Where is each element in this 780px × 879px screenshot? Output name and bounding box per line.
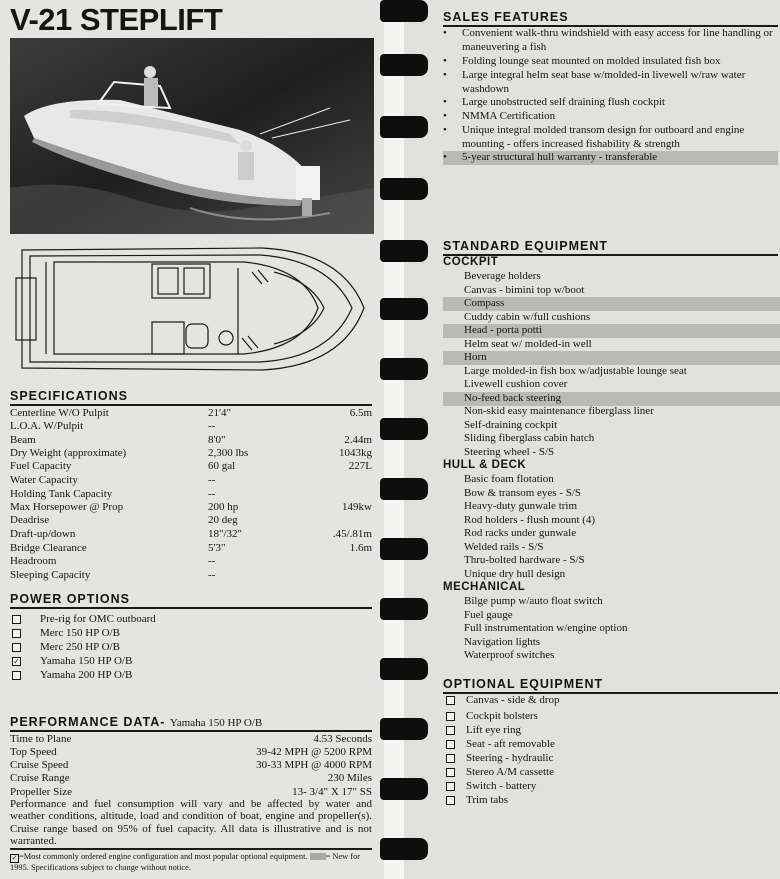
spec-label: Draft-up/down [10, 528, 76, 540]
checkbox[interactable] [446, 726, 455, 735]
spec-label: Deadrise [10, 514, 50, 526]
equipment-item: Rod racks under gunwale [464, 527, 577, 539]
cockpit-heading: COCKPIT [443, 256, 499, 268]
spec-label: Dry Weight (approximate) [10, 447, 127, 459]
equipment-item: Bilge pump w/auto float switch [464, 595, 603, 607]
hull-deck-heading: HULL & DECK [443, 459, 527, 471]
checkbox[interactable] [446, 740, 455, 749]
binding-ring [380, 418, 428, 440]
optional-equipment-label: Switch - battery [466, 780, 537, 792]
spec-label: Bridge Clearance [10, 542, 87, 554]
performance-value: 30-33 MPH @ 4000 RPM [256, 759, 372, 771]
spec-row [10, 460, 372, 473]
spec-metric: 2.44m [344, 434, 372, 446]
spec-value: 5'3" [208, 542, 226, 554]
performance-row [10, 746, 372, 759]
spec-value: 2,300 lbs [208, 447, 249, 459]
power-options-heading: POWER OPTIONS [10, 592, 130, 606]
checkbox[interactable] [12, 643, 21, 652]
spec-label: Sleeping Capacity [10, 569, 91, 581]
specifications-heading: SPECIFICATIONS [10, 389, 128, 403]
bullet-icon: • [443, 69, 447, 81]
spec-row [10, 514, 372, 527]
equipment-item: Basic foam flotation [464, 473, 554, 485]
spec-label: Water Capacity [10, 474, 78, 486]
equipment-item: No-feed back steering [464, 392, 562, 404]
optional-equipment-label: Cockpit bolsters [466, 710, 538, 722]
sales-feature-item [443, 110, 778, 124]
performance-disclaimer: Performance and fuel consumption will vary and be affected by water and weather conditions, altitude, load and condition of boat, engine and propeller(s). Cruise range based on 95% of fuel capacity. All data is illustrative and is not warranted. [10, 798, 372, 847]
spec-label: L.O.A. W/Pulpit [10, 420, 84, 432]
bullet-icon: • [443, 110, 447, 122]
page-title: V-21 STEPLIFT [10, 2, 223, 37]
equipment-item: Horn [464, 351, 487, 363]
spec-value: 200 hp [208, 501, 239, 513]
equipment-item: Sliding fiberglass cabin hatch [464, 432, 595, 444]
spec-value: -- [208, 420, 216, 432]
bullet-icon: • [443, 27, 447, 39]
equipment-item: Head - porta potti [464, 324, 542, 336]
sales-feature-text: Folding lounge seat mounted on molded insulated fish box [462, 55, 721, 67]
new-shade-swatch [310, 853, 326, 860]
binding-ring [380, 538, 428, 560]
optional-equipment-label: Stereo A/M cassette [466, 766, 554, 778]
performance-value: 39-42 MPH @ 5200 RPM [256, 746, 372, 758]
performance-label: Cruise Range [10, 772, 70, 784]
equipment-item: Steering wheel - S/S [464, 446, 555, 458]
performance-heading [10, 715, 262, 729]
checkbox[interactable] [446, 754, 455, 763]
equipment-item: Self-draining cockpit [464, 419, 558, 431]
performance-label: Propeller Size [10, 786, 73, 798]
binding-ring [380, 658, 428, 680]
spec-value: 20 deg [208, 514, 238, 526]
performance-engine: Yamaha 150 HP O/B [169, 717, 263, 729]
sales-features-heading: SALES FEATURES [443, 10, 569, 24]
binding-ring [380, 598, 428, 620]
spec-label: Max Horsepower @ Prop [10, 501, 124, 513]
deck-plan-drawing [12, 242, 372, 376]
binding-ring [380, 178, 428, 200]
binding-ring [380, 116, 428, 138]
binding-ring [380, 54, 428, 76]
spec-value: 18"/32" [208, 528, 243, 540]
performance-row [10, 772, 372, 785]
bullet-icon: • [443, 151, 447, 163]
spec-label: Holding Tank Capacity [10, 488, 113, 500]
spec-label: Centerline W/O Pulpit [10, 407, 109, 419]
equipment-item: Cuddy cabin w/full cushions [464, 311, 591, 323]
performance-label: Cruise Speed [10, 759, 69, 771]
spec-value: -- [208, 569, 216, 581]
binding-ring [380, 298, 428, 320]
binding-ring [380, 838, 428, 860]
equipment-item: Navigation lights [464, 636, 541, 648]
spec-value: -- [208, 555, 216, 567]
checkbox[interactable] [12, 629, 21, 638]
sales-feature-item [443, 96, 778, 110]
spec-row [10, 542, 372, 555]
spec-row [10, 407, 372, 420]
equipment-item: Canvas - bimini top w/boot [464, 284, 585, 296]
power-option-label: Yamaha 150 HP O/B [40, 655, 133, 667]
spec-label: Beam [10, 434, 36, 446]
optional-equipment-label: Trim tabs [466, 794, 509, 806]
power-option-label: Merc 150 HP O/B [40, 627, 120, 639]
equipment-item: Welded rails - S/S [464, 541, 544, 553]
footnote [10, 848, 372, 874]
performance-row [10, 733, 372, 746]
footnote-text: =Most commonly ordered engine configuration and most popular optional equipment. [19, 852, 308, 861]
spec-row [10, 447, 372, 460]
optional-equipment-label: Steering - hydraulic [466, 752, 554, 764]
checkbox[interactable] [446, 768, 455, 777]
checkbox[interactable] [12, 615, 21, 624]
equipment-item: Non-skid easy maintenance fiberglass liner [464, 405, 654, 417]
spec-row [10, 434, 372, 447]
optional-equipment-label: Canvas - side & drop [466, 694, 560, 706]
spec-metric: 1.6m [349, 542, 372, 554]
sales-feature-text: NMMA Certification [462, 110, 556, 122]
equipment-item: Thru-bolted hardware - S/S [464, 554, 585, 566]
sales-feature-text: Convenient walk-thru windshield with easy access for line handling or maneuvering a fish [462, 27, 773, 53]
bullet-icon: • [443, 124, 447, 136]
equipment-item: Fuel gauge [464, 609, 513, 621]
spec-value: -- [208, 488, 216, 500]
binding-ring [380, 0, 428, 22]
spec-row [10, 569, 372, 582]
checkbox[interactable] [12, 671, 21, 680]
bullet-icon: • [443, 55, 447, 67]
sales-feature-text: Large integral helm seat base w/molded-in livewell w/raw water washdown [462, 69, 746, 95]
section-rule [10, 404, 372, 406]
performance-label: Time to Plane [10, 733, 72, 745]
spec-value: 60 gal [208, 460, 236, 472]
power-option-label: Merc 250 HP O/B [40, 641, 120, 653]
binding-ring [380, 240, 428, 262]
footnote-text: = New for 1995. Specifications subject to change without notice. [10, 852, 361, 872]
boat-photo [10, 38, 374, 234]
spec-row [10, 474, 372, 487]
optional-equipment-label: Lift eye ring [466, 724, 521, 736]
checkbox[interactable] [446, 712, 455, 721]
equipment-item: Heavy-duty gunwale trim [464, 500, 578, 512]
optional-equipment-label: Seat - aft removable [466, 738, 555, 750]
spec-label: Headroom [10, 555, 57, 567]
performance-value: 230 Miles [327, 772, 372, 784]
spec-row [10, 555, 372, 568]
spec-metric: 1043kg [339, 447, 372, 459]
spec-metric: 6.5m [349, 407, 372, 419]
spec-row [10, 420, 372, 433]
equipment-item: Livewell cushion cover [464, 378, 568, 390]
equipment-item: Bow & transom eyes - S/S [464, 487, 582, 499]
performance-value: 13- 3/4" X 17" SS [292, 786, 372, 798]
spec-metric: 149kw [342, 501, 372, 513]
power-option-label: Pre-rig for OMC outboard [40, 613, 156, 625]
equipment-item: Unique dry hull design [464, 568, 566, 580]
equipment-item: Beverage holders [464, 270, 541, 282]
spec-row [10, 528, 372, 541]
checkbox[interactable] [446, 696, 455, 705]
spec-label: Fuel Capacity [10, 460, 72, 472]
performance-label: Top Speed [10, 746, 57, 758]
sales-feature-text: 5-year structural hull warranty - transferable [462, 151, 658, 163]
bullet-icon: • [443, 96, 447, 108]
standard-equipment-heading: STANDARD EQUIPMENT [443, 239, 608, 253]
binding-ring [380, 718, 428, 740]
equipment-item: Rod holders - flush mount (4) [464, 514, 596, 526]
sales-feature-text: Large unobstructed self draining flush cockpit [462, 96, 665, 108]
equipment-item: Compass [464, 297, 505, 309]
checkbox[interactable] [446, 782, 455, 791]
checkbox-checked-icon: ✓ [11, 854, 18, 862]
optional-equipment-heading: OPTIONAL EQUIPMENT [443, 677, 604, 691]
equipment-item: Waterproof switches [464, 649, 555, 661]
performance-value: 4.53 Seconds [313, 733, 372, 745]
section-rule [10, 730, 372, 732]
spec-value: 21'4" [208, 407, 231, 419]
binding-ring [380, 358, 428, 380]
sales-feature-text: Unique integral molded transom design for outboard and engine mounting - offers increased fishability & strength [462, 124, 745, 150]
sales-feature-item [443, 27, 778, 54]
performance-row [10, 759, 372, 772]
binding-ring [380, 778, 428, 800]
sales-feature-item [443, 55, 778, 69]
spec-value: 8'0" [208, 434, 226, 446]
sales-feature-item-new [443, 151, 778, 165]
spec-value: -- [208, 474, 216, 486]
spec-metric: .45/.81m [332, 528, 372, 540]
checkbox-checked[interactable]: ✓ [13, 657, 20, 666]
mechanical-heading: MECHANICAL [443, 581, 526, 593]
spec-row [10, 501, 372, 514]
performance-title: PERFORMANCE DATA- [10, 715, 166, 729]
spec-row [10, 488, 372, 501]
section-rule [10, 607, 372, 609]
spec-metric: 227L [348, 460, 372, 472]
equipment-item: Full instrumentation w/engine option [464, 622, 628, 634]
sales-feature-item [443, 124, 778, 151]
equipment-item: Helm seat w/ molded-in well [464, 338, 592, 350]
sales-feature-item [443, 69, 778, 96]
binding-ring [380, 478, 428, 500]
equipment-item: Large molded-in fish box w/adjustable lounge seat [464, 365, 687, 377]
power-option-label: Yamaha 200 HP O/B [40, 669, 133, 681]
checkbox[interactable] [446, 796, 455, 805]
